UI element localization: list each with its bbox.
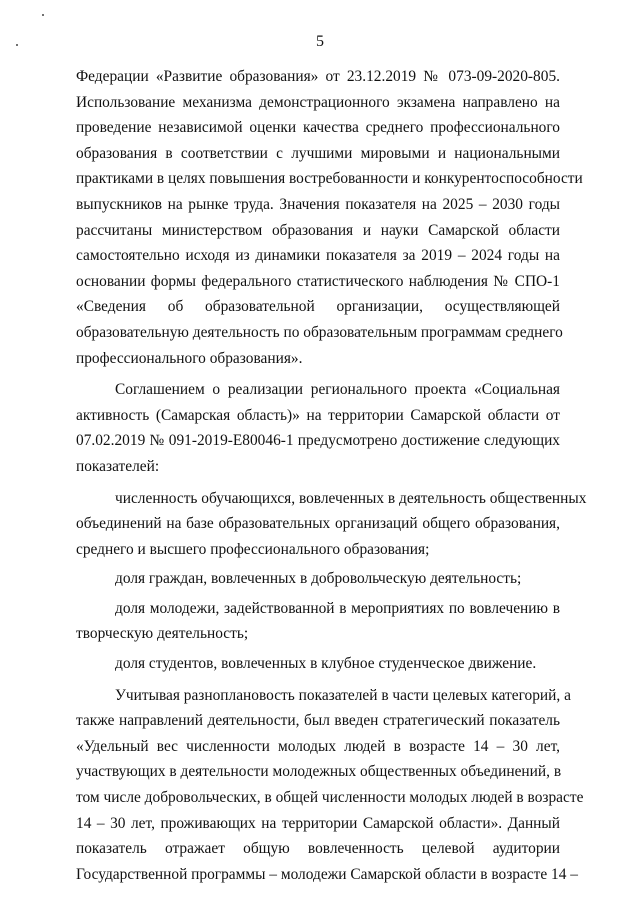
text-line: доля молодежи, задействованной в мероприятиях по вовлечению в — [115, 599, 560, 617]
paragraph-agreement — [76, 377, 560, 479]
text-line: Государственной программы – молодежи Самарской области в возрасте 14 – — [76, 865, 578, 883]
text-line: практиками в целях повышения востребованности и конкурентоспособности — [76, 170, 583, 188]
text-line: рассчитаны министерством образования и науки Самарской области — [76, 221, 560, 239]
text-line: показатель отражает общую вовлеченность целевой аудитории — [76, 840, 560, 858]
page-number: 5 — [316, 33, 324, 50]
text-line: участвующих в деятельности молодежных общественных объединений, в — [76, 763, 562, 781]
text-line: профессионального образования». — [76, 349, 303, 367]
list-item-student-clubs-share — [76, 651, 560, 677]
text-line: доля граждан, вовлеченных в добровольческую деятельность; — [115, 570, 522, 588]
text-line: «Сведения об образовательной организации, осуществляющей — [76, 298, 560, 316]
text-line: показателей: — [76, 457, 160, 475]
text-line: активность (Самарская область)» на территории Самарской области от — [76, 406, 560, 424]
list-item-volunteers-share — [76, 566, 560, 592]
paragraph-strategic-indicator — [76, 683, 584, 888]
text-line: проведение независимой оценки качества среднего профессионального — [76, 119, 560, 137]
scan-speck — [42, 14, 44, 16]
paragraph-demo-exam — [76, 64, 583, 371]
text-line: доля студентов, вовлеченных в клубное студенческое движение. — [115, 655, 537, 673]
text-line: 07.02.2019 № 091-2019-Е80046-1 предусмотрено достижение следующих — [76, 432, 560, 450]
text-line: том числе добровольческих, в общей численности молодых людей в возрасте — [76, 789, 584, 807]
text-line: Учитывая разноплановость показателей в части целевых категорий, а — [115, 686, 571, 704]
text-line: самостоятельно исходя из динамики показателя за 2019 – 2024 годы на — [76, 247, 560, 265]
text-line: образовательную деятельность по образовательным программам среднего — [76, 323, 563, 341]
list-item-students-count — [76, 486, 587, 563]
list-item-creative-youth-share — [76, 596, 560, 647]
text-line: Использование механизма демонстрационного экзамена направлено на — [76, 93, 560, 111]
text-line: среднего и высшего профессионального образования; — [76, 540, 430, 558]
text-line: творческую деятельность; — [76, 625, 249, 643]
text-line: выпускников на рынке труда. Значения показателя на 2025 – 2030 годы — [76, 195, 560, 213]
text-line: образования в соответствии с лучшими мировыми и национальными — [76, 144, 560, 162]
text-line: основании формы федерального статистического наблюдения № СПО-1 — [76, 272, 560, 290]
text-line: 14 – 30 лет, проживающих на территории Самарской области». Данный — [76, 814, 560, 832]
text-line: Федерации «Развитие образования» от 23.12.2019 № 073-09-2020-805. — [76, 68, 560, 85]
text-line: численность обучающихся, вовлеченных в деятельность общественных — [115, 489, 587, 507]
text-line: также направлений деятельности, был введен стратегический показатель — [76, 712, 560, 730]
text-line: Соглашением о реализации регионального проекта «Социальная — [115, 381, 560, 399]
text-line: объединений на базе образовательных организаций общего образования, — [76, 515, 560, 533]
document-body — [76, 64, 587, 887]
text-line: «Удельный вес численности молодых людей в возрасте 14 – 30 лет, — [76, 737, 560, 755]
